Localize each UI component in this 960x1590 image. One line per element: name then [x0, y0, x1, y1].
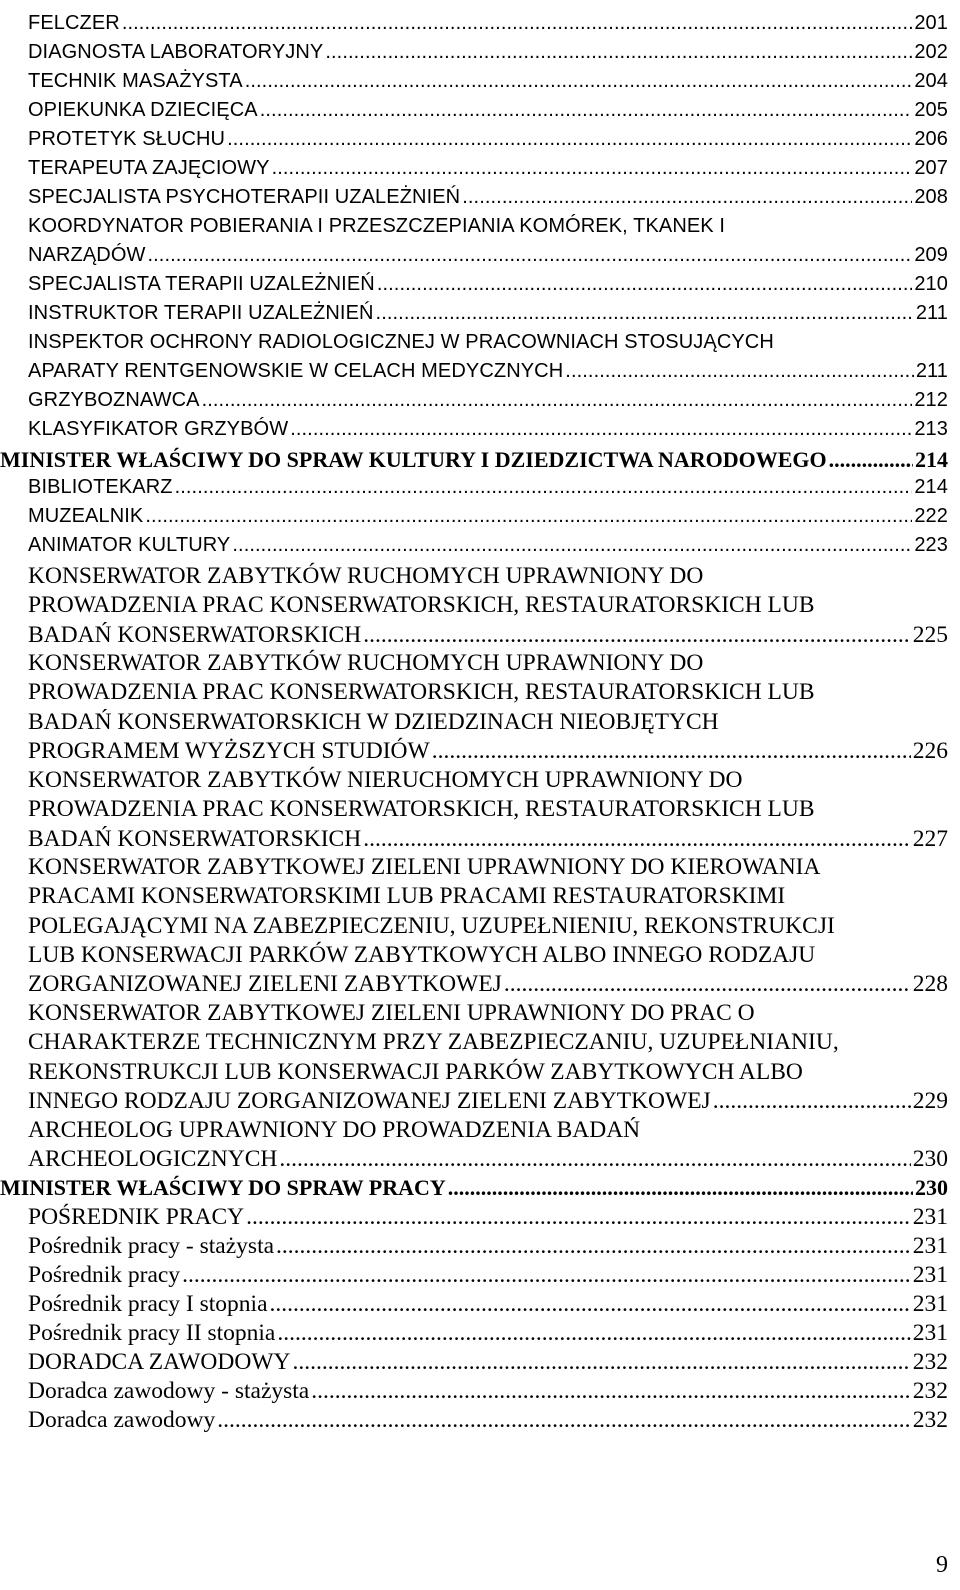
- toc-entry-page: 213: [914, 418, 948, 440]
- toc-entry-row: [28, 128, 948, 151]
- toc-entry-title-line: FELCZER: [28, 12, 120, 34]
- toc-entry-title-line: INNEGO RODZAJU ZORGANIZOWANEJ ZIELENI ZABYTKOWEJ: [28, 1087, 711, 1114]
- toc-entry-title-line: Pośrednik pracy: [28, 1262, 181, 1288]
- toc-entry-title-line: PROTETYK SŁUCHU: [28, 128, 226, 150]
- toc-entry-title-line: OPIEKUNKA DZIECIĘCA: [28, 99, 258, 121]
- toc-entry-row: [28, 1204, 948, 1231]
- toc-entry-row: [28, 99, 948, 122]
- dot-leader: [272, 157, 913, 180]
- toc-entry-title-line: KLASYFIKATOR GRZYBÓW: [28, 418, 289, 440]
- dot-leader: [277, 1320, 910, 1347]
- toc-entry-title-line: KOORDYNATOR POBIERANIA I PRZESZCZEPIANIA KOMÓREK, TKANEK I: [28, 215, 726, 237]
- toc-entry-page: 231: [912, 1291, 948, 1317]
- dot-leader: [504, 971, 911, 998]
- toc-entry-title-line: CHARAKTERZE TECHNICZNYM PRZY ZABEZPIECZANIU, UZUPEŁNIANIU,: [28, 1029, 839, 1056]
- toc-entry-page: 229: [912, 1087, 948, 1114]
- toc-entry-title-line: TERAPEUTA ZAJĘCIOWY: [28, 157, 270, 179]
- toc-entry-page: 231: [912, 1262, 948, 1288]
- toc-entry-row: [28, 826, 948, 853]
- dot-leader: [311, 1378, 911, 1405]
- toc-entry-title-line: POŚREDNIK PRACY: [28, 1204, 245, 1230]
- toc-entry-row: [28, 1378, 948, 1405]
- toc-entry-title-line: Pośrednik pracy I stopnia: [28, 1291, 268, 1317]
- dot-leader: [290, 418, 912, 441]
- toc-entry-row: [28, 12, 948, 35]
- toc-entry-title-line: MINISTER WŁAŚCIWY DO SPRAW PRACY: [0, 1175, 446, 1200]
- dot-leader: [276, 1233, 911, 1260]
- toc-entry-page: 230: [912, 1146, 948, 1173]
- toc-entry-title-line: KONSERWATOR ZABYTKOWEJ ZIELENI UPRAWNIONY DO KIEROWANIA: [28, 854, 821, 880]
- dot-leader: [232, 534, 912, 557]
- dot-leader: [270, 1291, 911, 1318]
- dot-leader: [292, 1349, 910, 1376]
- dot-leader: [202, 389, 913, 412]
- toc-entry-title-line: Pośrednik pracy - stażysta: [28, 1233, 275, 1259]
- toc-entry-page: 222: [914, 505, 948, 527]
- toc-entry-row: [28, 1233, 948, 1260]
- toc-entry-page: 225: [912, 621, 948, 648]
- dot-leader: [462, 186, 912, 209]
- dot-leader: [713, 1088, 911, 1115]
- toc-entry-page: 227: [912, 825, 948, 852]
- toc-entry-title-line: BADAŃ KONSERWATORSKICH W DZIEDZINACH NIEOBJĘTYCH: [28, 708, 719, 735]
- toc-entry-row: [28, 389, 948, 412]
- toc-entry-page: 211: [915, 360, 948, 383]
- toc-entry-page: 231: [912, 1233, 948, 1259]
- toc-entry-page: 223: [914, 534, 948, 556]
- toc-entry-page: 232: [912, 1378, 948, 1404]
- toc-entry-row: [28, 418, 948, 441]
- toc-entry-row: [28, 70, 948, 93]
- dot-leader: [376, 302, 914, 325]
- toc-entry-row: [28, 157, 948, 180]
- toc-entry-title-line: NARZĄDÓW: [28, 244, 146, 267]
- toc-entry-row: [28, 273, 948, 296]
- dot-leader: [147, 244, 912, 267]
- toc-entry-row: [28, 1146, 948, 1173]
- toc-entry-title-line: KONSERWATOR ZABYTKOWEJ ZIELENI UPRAWNIONY DO PRAC O: [28, 1000, 755, 1026]
- toc-entry-page: 214: [914, 476, 948, 498]
- toc-entry-row: [28, 1320, 948, 1347]
- toc-entry-title-line: ARCHEOLOGICZNYCH: [28, 1146, 278, 1173]
- dot-leader: [182, 1262, 911, 1289]
- dot-leader: [432, 738, 911, 765]
- dot-leader: [260, 99, 913, 122]
- dot-leader: [217, 1407, 910, 1434]
- toc-entry-row: [28, 534, 948, 557]
- toc-entry-page: 201: [914, 12, 948, 34]
- dot-leader: [145, 505, 912, 528]
- dot-leader: [325, 41, 912, 64]
- toc-entry-title-line: BADAŃ KONSERWATORSKICH: [28, 825, 362, 852]
- toc-entry-title-line: REKONSTRUKCJI LUB KONSERWACJI PARKÓW ZABYTKOWYCH ALBO: [28, 1058, 803, 1085]
- toc-entry-title-line: SPECJALISTA TERAPII UZALEŻNIEŃ: [28, 273, 375, 295]
- toc-entry-row: [0, 1175, 948, 1201]
- toc-entry-page: 228: [912, 971, 948, 998]
- toc-entry-page: 212: [914, 389, 948, 411]
- dot-leader: [227, 128, 912, 151]
- toc-entry-title-line: TECHNIK MASAŻYSTA: [28, 70, 243, 92]
- toc-entry-title-line: PROWADZENIA PRAC KONSERWATORSKICH, RESTAURATORSKICH LUB: [28, 679, 815, 706]
- dot-leader: [175, 476, 913, 499]
- dot-leader: [377, 273, 913, 296]
- toc-entry-page: 205: [914, 99, 948, 121]
- toc-entry-title-line: Pośrednik pracy II stopnia: [28, 1320, 276, 1346]
- toc-entry-title-line: ARCHEOLOG UPRAWNIONY DO PROWADZENIA BADAŃ: [28, 1117, 641, 1143]
- toc-entry-page: 226: [912, 737, 948, 764]
- toc-entry-page: 210: [914, 273, 948, 295]
- toc-entry-title-line: LUB KONSERWACJI PARKÓW ZABYTKOWYCH ALBO INNEGO RODZAJU: [28, 941, 816, 968]
- toc-entry-page: 206: [914, 128, 948, 150]
- toc-entry-title-line: BADAŃ KONSERWATORSKICH: [28, 621, 362, 648]
- toc-entry-row: [28, 1349, 948, 1376]
- page-number: 9: [936, 1552, 948, 1578]
- toc-entry-page: 202: [914, 41, 948, 63]
- dot-leader: [829, 447, 913, 473]
- toc-entry-row: [28, 738, 948, 765]
- dot-leader: [363, 826, 911, 853]
- toc-entry-title-line: KONSERWATOR ZABYTKÓW RUCHOMYCH UPRAWNIONY DO: [28, 563, 704, 589]
- dot-leader: [245, 70, 913, 93]
- toc-entry-page: 211: [915, 302, 948, 324]
- toc-entry-row: [28, 186, 948, 209]
- dot-leader: [246, 1204, 911, 1231]
- toc-entry-page: 231: [912, 1204, 948, 1230]
- toc-entry-title-line: DIAGNOSTA LABORATORYJNY: [28, 41, 324, 63]
- toc-entry-row: [28, 476, 948, 499]
- toc-entry-row: [28, 360, 948, 383]
- toc-entry-title-line: PROWADZENIA PRAC KONSERWATORSKICH, RESTAURATORSKICH LUB: [28, 592, 815, 619]
- toc-entry-title-line: DORADCA ZAWODOWY: [28, 1349, 291, 1375]
- toc-entry-title-line: PROGRAMEM WYŻSZYCH STUDIÓW: [28, 737, 430, 764]
- toc-entry-row: [28, 41, 948, 64]
- toc-entry-page: 204: [914, 70, 948, 92]
- toc-entry-page: 231: [912, 1320, 948, 1346]
- toc-entry-row: [28, 971, 948, 998]
- toc-entry-title-line: KONSERWATOR ZABYTKÓW RUCHOMYCH UPRAWNIONY DO: [28, 650, 704, 676]
- toc-entry-title-line: PRACAMI KONSERWATORSKIMI LUB PRACAMI RESTAURATORSKIMI: [28, 883, 786, 910]
- toc-entry-page: 232: [912, 1349, 948, 1375]
- dot-leader: [565, 360, 914, 383]
- toc-entry-title-line: Doradca zawodowy: [28, 1407, 216, 1433]
- dot-leader: [279, 1146, 910, 1173]
- toc-entry-title-line: INSPEKTOR OCHRONY RADIOLOGICZNEJ W PRACOWNIACH STOSUJĄCYCH: [28, 331, 774, 353]
- toc-entry-row: [28, 302, 948, 325]
- toc-entry-title-line: POLEGAJĄCYMI NA ZABEZPIECZENIU, UZUPEŁNIENIU, REKONSTRUKCJI: [28, 912, 835, 939]
- toc-entry-title-line: ANIMATOR KULTURY: [28, 534, 231, 556]
- toc-entry-title-line: MUZEALNIK: [28, 505, 144, 527]
- dot-leader: [122, 12, 913, 35]
- toc-entry-page: 209: [914, 244, 948, 267]
- toc-entry-title-line: INSTRUKTOR TERAPII UZALEŻNIEŃ: [28, 302, 374, 324]
- toc-entry-page: 208: [914, 186, 948, 208]
- toc-entry-row: [28, 622, 948, 649]
- toc-entry-title-line: APARATY RENTGENOWSKIE W CELACH MEDYCZNYCH: [28, 360, 564, 383]
- toc-entry-title-line: ZORGANIZOWANEJ ZIELENI ZABYTKOWEJ: [28, 971, 502, 998]
- toc-entry-page: 230: [915, 1175, 948, 1200]
- toc-entry-title-line: GRZYBOZNAWCA: [28, 389, 200, 411]
- toc-entry-row: [0, 447, 948, 473]
- toc-entry-title-line: PROWADZENIA PRAC KONSERWATORSKICH, RESTAURATORSKICH LUB: [28, 796, 815, 823]
- dot-leader: [448, 1175, 913, 1201]
- toc-entry-title-line: MINISTER WŁAŚCIWY DO SPRAW KULTURY I DZIEDZICTWA NARODOWEGO: [0, 447, 827, 472]
- toc-entry-title-line: KONSERWATOR ZABYTKÓW NIERUCHOMYCH UPRAWNIONY DO: [28, 767, 743, 793]
- dot-leader: [363, 622, 911, 649]
- toc-entry-title-line: BIBLIOTEKARZ: [28, 476, 173, 498]
- toc-entry-row: [28, 1088, 948, 1115]
- toc-entry-row: [28, 1291, 948, 1318]
- toc-entry-title-line: SPECJALISTA PSYCHOTERAPII UZALEŻNIEŃ: [28, 186, 461, 208]
- toc-entry-page: 207: [914, 157, 948, 179]
- toc-entry-row: [28, 1262, 948, 1289]
- toc-entry-page: 214: [915, 447, 948, 472]
- toc-entry-row: [28, 1407, 948, 1434]
- toc-entry-title-line: Doradca zawodowy - stażysta: [28, 1378, 310, 1404]
- toc-entry-row: [28, 505, 948, 528]
- toc-entry-row: [28, 244, 948, 267]
- toc-entry-page: 232: [912, 1407, 948, 1433]
